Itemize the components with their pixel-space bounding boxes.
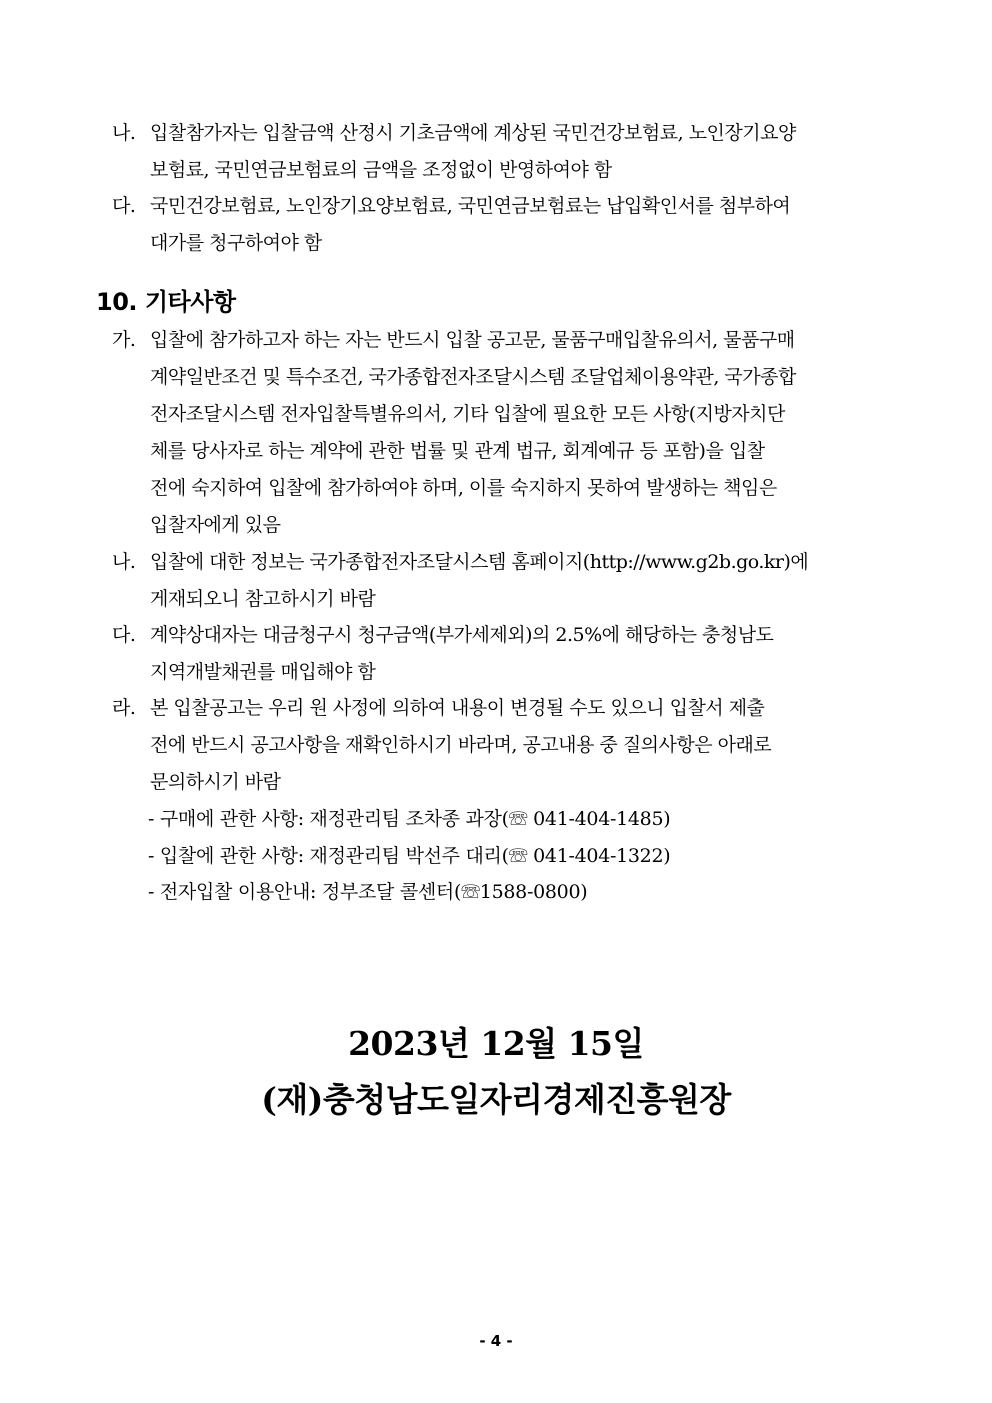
clause-na-info [112, 544, 902, 618]
clause-text [150, 617, 902, 691]
clause-line: 계약상대자는 대금청구시 청구금액(부가세제외)의 2.5%에 해당하는 충청남도 [150, 624, 774, 646]
clause-da-receipt [112, 188, 902, 262]
clause-line: 본 입찰공고는 우리 원 사정에 의하여 내용이 변경될 수도 있으니 입찰서 제출 [150, 697, 765, 719]
clause-line: 지역개발채권를 매입해야 함 [150, 661, 376, 683]
contact-bidding: - 입찰에 관한 사항: 재정관리팀 박선주 대리(☏ 041-404-1322) [148, 845, 671, 867]
clause-ga-notice [112, 322, 902, 544]
section-title: 10. 기타사항 [96, 288, 236, 316]
clause-line: 문의하시기 바람 [150, 771, 281, 793]
clause-marker: 나. [112, 551, 136, 573]
page-number: - 4 - [479, 1332, 513, 1350]
clause-line: 게재되오니 참고하시기 바람 [150, 588, 376, 610]
clause-da-bond [112, 617, 902, 691]
clause-line: 대가를 청구하여야 함 [150, 232, 322, 254]
clause-text [150, 115, 902, 189]
clause-line: 계약일반조건 및 특수조건, 국가종합전자조달시스템 조달업체이용약관, 국가종합 [150, 366, 796, 388]
contact-e-bidding: - 전자입찰 이용안내: 정부조달 콜센터(☏1588-0800) [148, 881, 588, 903]
clause-text [150, 322, 902, 544]
clause-marker: 다. [112, 624, 136, 646]
clause-line: 입찰에 참가하고자 하는 자는 반드시 입찰 공고문, 물품구매입찰유의서, 물품구매 [150, 329, 795, 351]
clause-line: 입찰자에게 있음 [150, 514, 281, 536]
clause-line: 전에 숙지하여 입찰에 참가하여야 하며, 이를 숙지하지 못하여 발생하는 책임은 [150, 477, 777, 499]
clause-line: 체를 당사자로 하는 계약에 관한 법률 및 관계 법규, 회계예규 등 포함)을 입찰 [150, 440, 765, 462]
clause-marker: 나. [112, 122, 136, 144]
clause-line: 보험료, 국민연금보험료의 금액을 조정없이 반영하여야 함 [150, 159, 612, 181]
clause-marker: 가. [112, 329, 136, 351]
clause-text [150, 544, 902, 618]
clause-line: 입찰참가자는 입찰금액 산정시 기초금액에 계상된 국민건강보험료, 노인장기요양 [150, 122, 796, 144]
clause-line: 입찰에 대한 정보는 국가종합전자조달시스템 홈페이지(http://www.g2b.go.kr)에 [150, 551, 809, 573]
clause-na-premium [112, 115, 902, 189]
contact-purchase: - 구매에 관한 사항: 재정관리팀 조차종 과장(☏ 041-404-1485) [148, 808, 671, 830]
clause-line: 전자조달시스템 전자입찰특별유의서, 기타 입찰에 필요한 모든 사항(지방자치단 [150, 403, 785, 425]
clause-text [150, 188, 902, 262]
clause-ra-change [112, 690, 902, 801]
issue-date: 2023년 12월 15일 [348, 1024, 644, 1063]
clause-marker: 라. [112, 697, 136, 719]
clause-text [150, 690, 902, 801]
clause-line: 국민건강보험료, 노인장기요양보험료, 국민연금보험료는 납입확인서를 첨부하여 [150, 195, 791, 217]
clause-line: 전에 반드시 공고사항을 재확인하시기 바라며, 공고내용 중 질의사항은 아래로 [150, 734, 772, 756]
issuing-organization: (재)충청남도일자리경제진흥원장 [261, 1080, 731, 1119]
clause-marker: 다. [112, 195, 136, 217]
